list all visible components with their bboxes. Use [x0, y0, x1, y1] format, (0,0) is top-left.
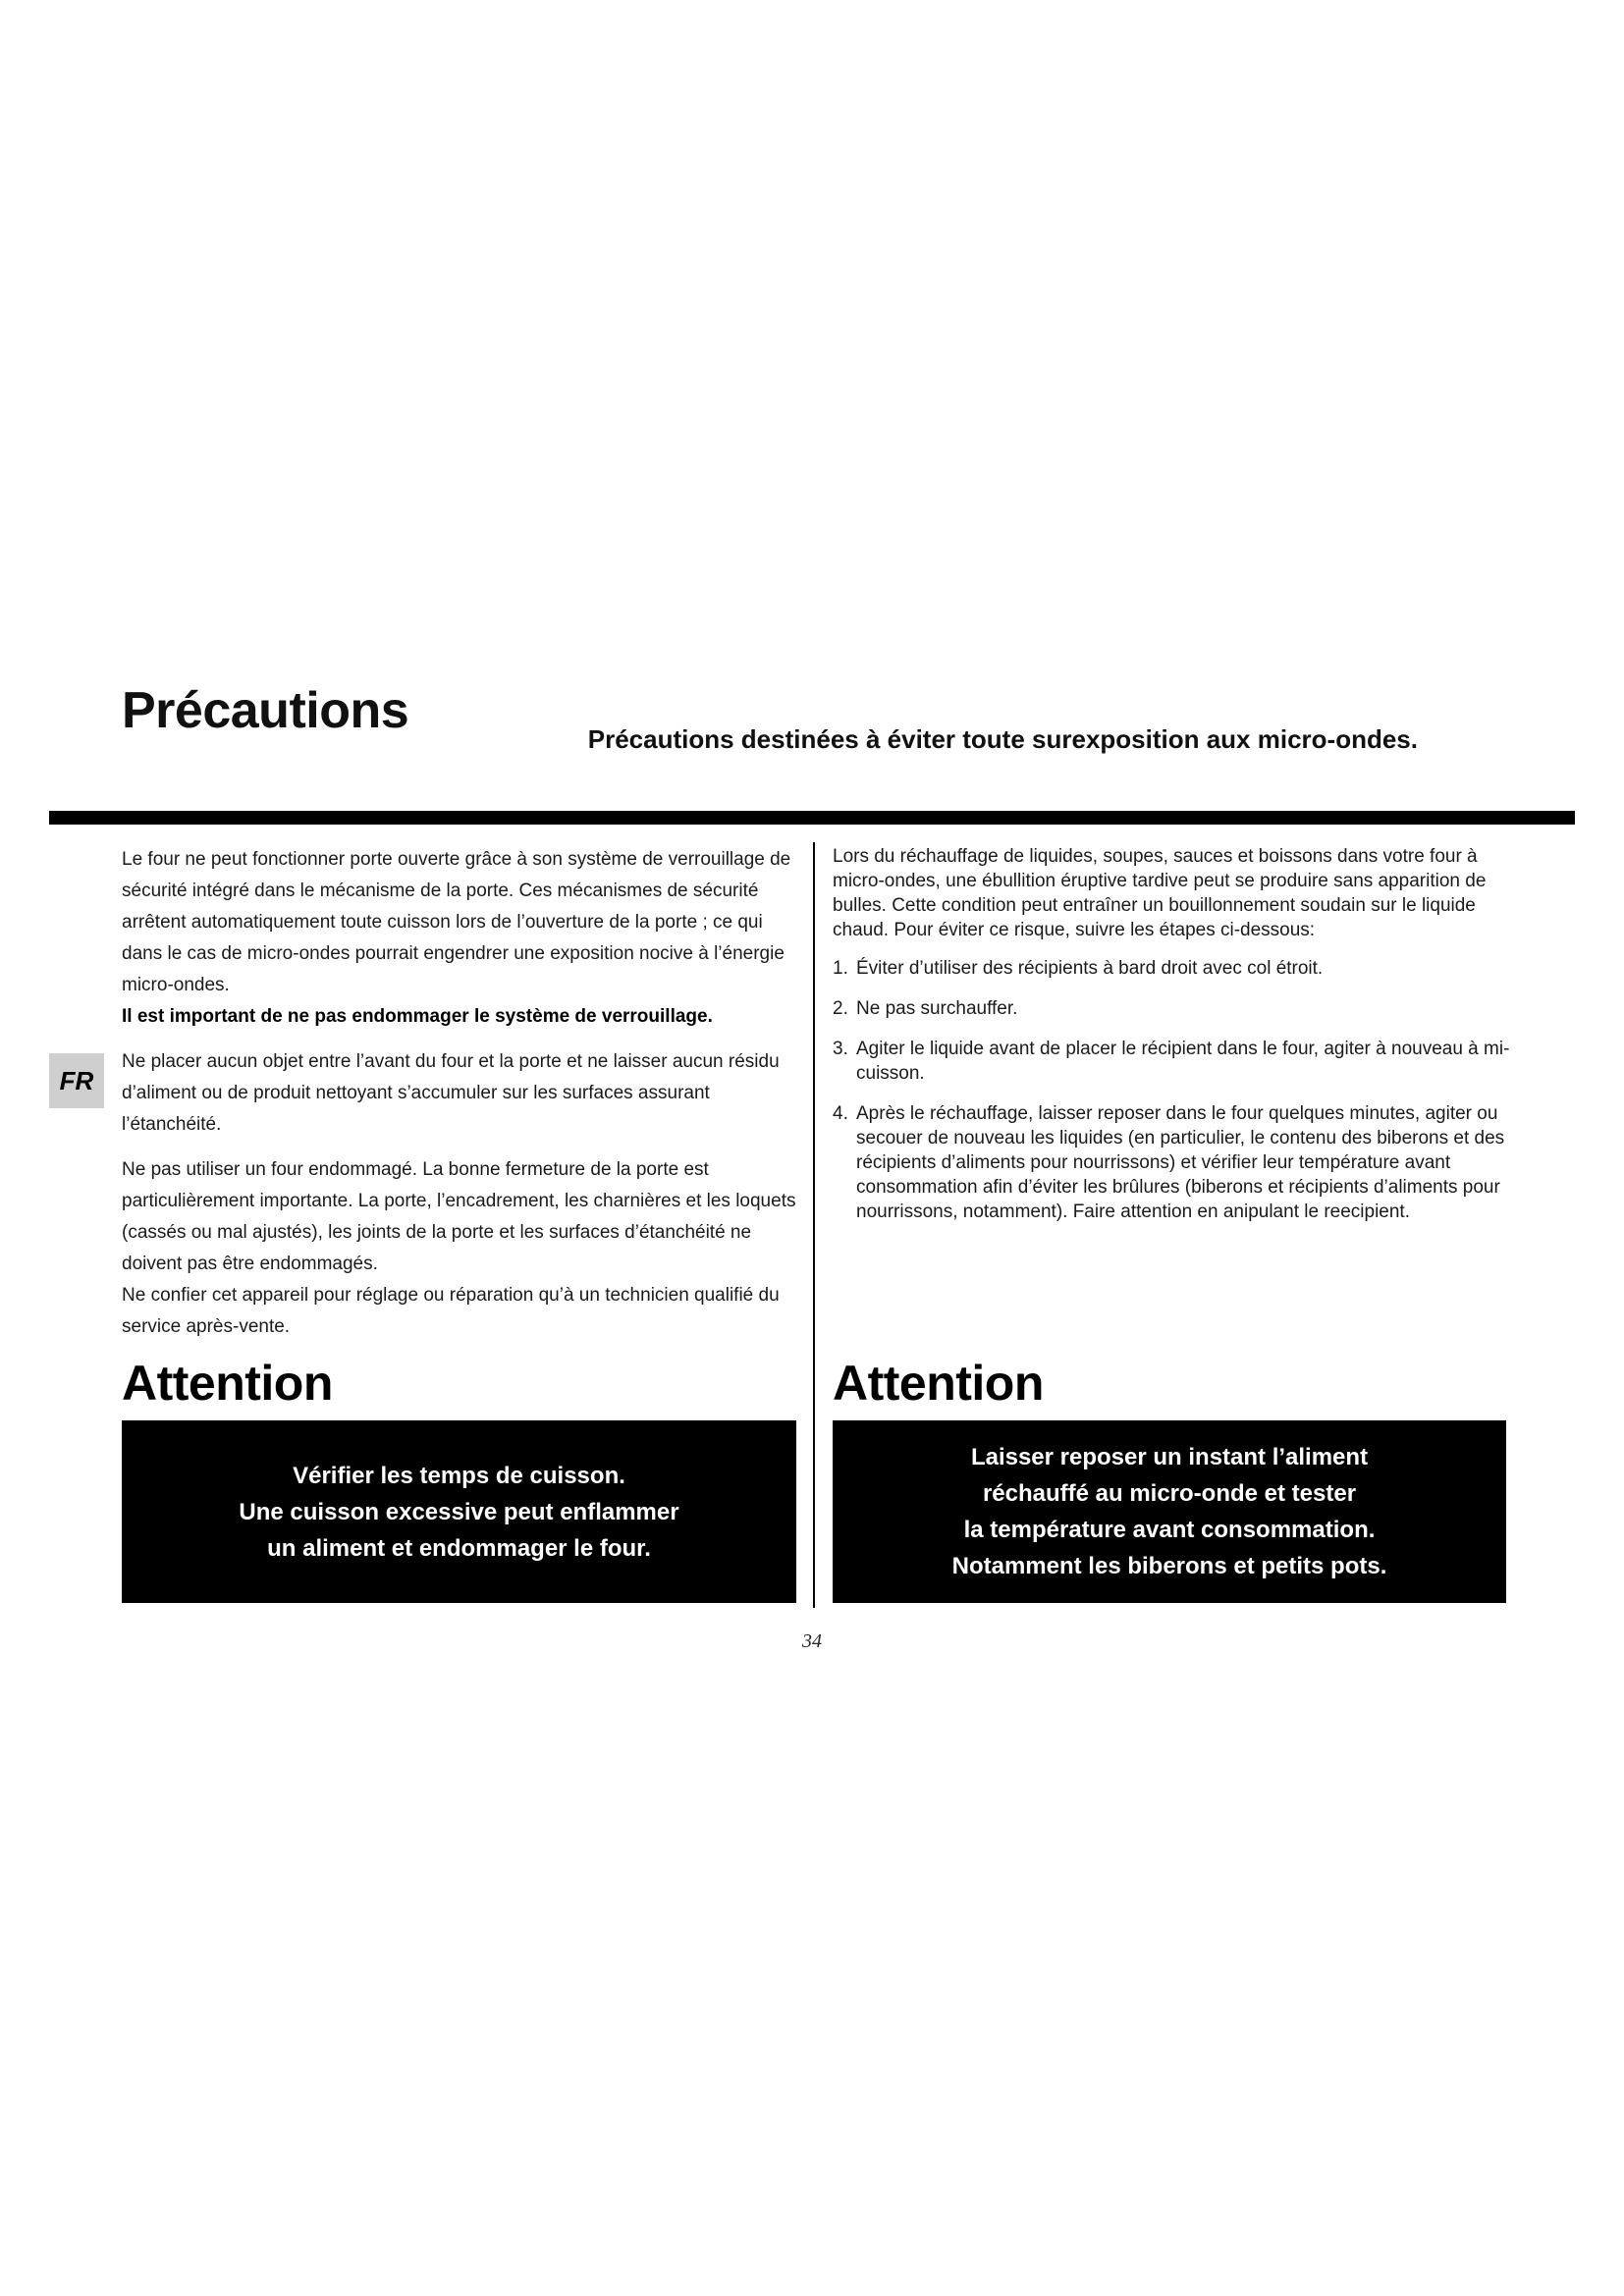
list-item: [833, 956, 1510, 981]
page-subtitle: Précautions destinées à éviter toute surexposition aux micro-ondes.: [587, 724, 1418, 754]
attention-line: réchauffé au micro-onde et tester: [982, 1480, 1357, 1507]
list-item: [833, 996, 1510, 1021]
header-rule: [49, 811, 1575, 825]
step-text: Éviter d’utiliser des récipients à bard droit avec col étroit.: [856, 958, 1324, 979]
page-title: Précautions: [122, 682, 409, 739]
reheating-intro: Lors du réchauffage de liquides, soupes, sauces et boissons dans votre four à micro-ondes, une ébullition éruptive tardive peut se produire sans apparition de bulles. Cette condition peut entraîner un bouillonnement soudain sur le liquide chaud. Pour éviter ce risque, suivre les étapes ci-dessous:: [833, 846, 1487, 940]
attention-line: Laisser reposer un instant l’aliment: [970, 1444, 1369, 1470]
left-column: [122, 844, 799, 1357]
step-text: Ne pas surchauffer.: [856, 998, 1018, 1019]
step-number: 1.: [833, 958, 848, 979]
column-divider: [813, 842, 815, 1608]
language-tab: FR: [49, 1053, 104, 1108]
list-item: [833, 1101, 1510, 1224]
service-paragraph: Ne confier cet appareil pour réglage ou réparation qu’à un technicien qualifié du service après-vente.: [122, 1285, 780, 1337]
attention-line: Notamment les biberons et petits pots.: [951, 1553, 1387, 1579]
attention-line: la température avant consommation.: [963, 1517, 1376, 1543]
step-number: 2.: [833, 998, 848, 1019]
damaged-oven-paragraph: Ne pas utiliser un four endommagé. La bonne fermeture de la porte est particulièrement importante. La porte, l’encadrement, les charnières et les loquets (cassés ou mal ajustés), les joints de la porte et les surfaces d’étanchéité ne doivent pas être endommagés.: [122, 1159, 796, 1274]
safety-lock-paragraph: Le four ne peut fonctionner porte ouverte grâce à son système de verrouillage de sécurité intégré dans le mécanisme de la porte. Ces mécanismes de sécurité arrêtent automatiquement toute cuisson lors de l’ouverture de la porte ; ce qui dans le cas de micro-ondes pourrait engendrer une exposition nocive à l’énergie micro-ondes.: [122, 849, 791, 995]
right-column: [833, 844, 1510, 1240]
list-item: [833, 1037, 1510, 1086]
door-seal-paragraph: Ne placer aucun objet entre l’avant du four et la porte et ne laisser aucun résidu d’aliment ou de produit nettoyant s’accumuler sur les surfaces assurant l’étanchéité.: [122, 1051, 780, 1135]
attention-box-right: [833, 1420, 1506, 1603]
attention-box-left: [122, 1420, 796, 1603]
page-number: 34: [802, 1630, 822, 1652]
safety-lock-warning: Il est important de ne pas endommager le système de verrouillage.: [122, 1006, 713, 1027]
step-text: Après le réchauffage, laisser reposer dans le four quelques minutes, agiter ou secouer de nouveau les liquides (en particulier, le contenu des biberons et des récipients d’aliments pour nourrissons) et vérifier leur température avant consommation afin d’éviter les brûlures (biberons et récipients d’aliments pour nourrissons, notamment). Faire attention en anipulant le reecipient.: [856, 1103, 1505, 1222]
attention-heading-left: Attention: [122, 1356, 333, 1411]
attention-heading-right: Attention: [833, 1356, 1044, 1411]
step-number: 3.: [833, 1039, 848, 1059]
attention-line: Vérifier les temps de cuisson.: [293, 1462, 625, 1489]
attention-line: Une cuisson excessive peut enflammer: [239, 1498, 679, 1525]
step-text: Agiter le liquide avant de placer le récipient dans le four, agiter à nouveau à mi-cuisson.: [856, 1039, 1510, 1084]
reheating-steps: [833, 956, 1510, 1224]
attention-line: un aliment et endommager le four.: [267, 1534, 651, 1562]
step-number: 4.: [833, 1103, 848, 1124]
